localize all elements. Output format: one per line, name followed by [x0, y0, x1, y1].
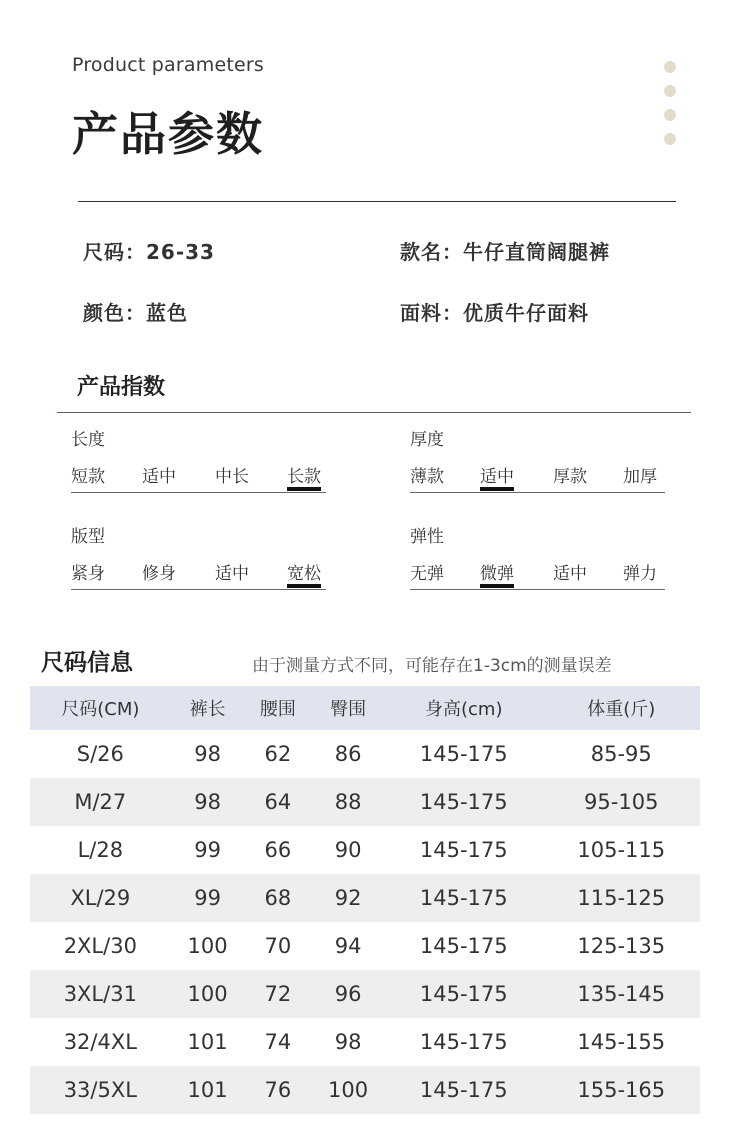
- table-cell: 135-145: [543, 970, 701, 1018]
- table-cell: S/26: [76, 742, 124, 766]
- table-row: [30, 826, 700, 874]
- table-cell: 66: [264, 838, 292, 862]
- table-cell: 145-175: [419, 742, 508, 766]
- table-cell: 145-175: [419, 934, 508, 958]
- table-row: [30, 874, 700, 922]
- index-option: 修身: [142, 564, 176, 584]
- table-cell: 99: [171, 874, 245, 922]
- index-options: [410, 559, 665, 590]
- index-group-title: 版型: [71, 527, 105, 547]
- index-option-selected: 适中: [480, 462, 514, 487]
- index-group-title: 厚度: [410, 430, 444, 450]
- param-label: 款名：: [400, 240, 463, 264]
- column-header: 臀围: [311, 686, 385, 730]
- column-header: 腰围: [245, 686, 312, 730]
- table-cell: 155-165: [543, 1066, 701, 1114]
- decorative-dots: [664, 61, 678, 157]
- param-fabric: [400, 297, 589, 326]
- param-label: 尺码：: [83, 240, 146, 264]
- table-cell: 70: [264, 934, 292, 958]
- index-option: 弹力: [623, 564, 657, 584]
- table-cell: 92: [311, 874, 385, 922]
- page-title: 产品参数: [72, 107, 264, 161]
- table-cell: 98: [334, 1030, 362, 1054]
- index-option-selected: 微弹: [480, 559, 514, 584]
- table-cell: 101: [187, 1030, 228, 1054]
- index-option-selected: 宽松: [287, 559, 321, 584]
- table-cell: 101: [171, 1066, 245, 1114]
- table-cell: 74: [264, 1030, 292, 1054]
- measurement-note: 由于测量方式不同，可能存在1-3cm的测量误差: [252, 656, 612, 676]
- table-cell: 145-175: [419, 1030, 508, 1054]
- index-options: [71, 462, 326, 493]
- index-group-elasticity: [410, 522, 665, 590]
- table-cell: 72: [245, 970, 312, 1018]
- table-cell: M/27: [30, 778, 171, 826]
- column-header: 身高(cm): [385, 686, 542, 730]
- table-cell: 90: [334, 838, 362, 862]
- index-option: 适中: [215, 564, 249, 584]
- index-options: [410, 462, 665, 493]
- table-cell: 32/4XL: [63, 1030, 137, 1054]
- index-option-selected: 长款: [287, 462, 321, 487]
- dot-icon: [664, 109, 676, 121]
- param-label: 面料：: [400, 301, 463, 325]
- column-header: 裤长: [171, 686, 245, 730]
- table-cell: 100: [187, 934, 228, 958]
- column-header: 体重(斤): [543, 686, 701, 730]
- param-value: 蓝色: [146, 301, 188, 325]
- table-row: [30, 778, 700, 826]
- param-label: 颜色：: [83, 301, 146, 325]
- header-divider: [78, 201, 676, 202]
- table-cell: 76: [245, 1066, 312, 1114]
- size-table: [30, 686, 700, 1114]
- table-cell: 99: [194, 838, 221, 862]
- table-cell: 95-105: [543, 778, 701, 826]
- index-option: 加厚: [623, 467, 657, 487]
- index-option: 紧身: [71, 564, 105, 584]
- table-cell: 105-115: [577, 838, 666, 862]
- index-group-thickness: [410, 425, 665, 493]
- param-size: [83, 236, 215, 265]
- param-value: 26-33: [146, 240, 215, 264]
- column-header: 尺码(CM): [30, 686, 171, 730]
- table-cell: 98: [171, 778, 245, 826]
- table-cell: 2XL/30: [63, 934, 137, 958]
- table-cell: 33/5XL: [30, 1066, 171, 1114]
- index-option: 短款: [71, 467, 105, 487]
- size-info-title: 尺码信息: [41, 650, 133, 676]
- index-divider: [57, 412, 691, 413]
- table-cell: 85-95: [590, 742, 652, 766]
- page-subtitle: Product parameters: [72, 54, 264, 76]
- table-row: [30, 970, 700, 1018]
- index-group-title: 长度: [71, 430, 105, 450]
- table-row: [30, 1066, 700, 1114]
- param-value: 牛仔直筒阔腿裤: [463, 240, 610, 264]
- table-cell: 3XL/31: [30, 970, 171, 1018]
- index-option: 中长: [215, 467, 249, 487]
- index-option: 适中: [142, 467, 176, 487]
- table-cell: L/28: [77, 838, 124, 862]
- index-group-fit: [71, 522, 326, 590]
- table-header-row: [30, 686, 700, 730]
- table-cell: 145-155: [577, 1030, 666, 1054]
- table-cell: 125-135: [577, 934, 666, 958]
- dot-icon: [664, 61, 676, 73]
- dot-icon: [664, 133, 676, 145]
- table-cell: 145-175: [385, 1066, 542, 1114]
- product-index-title: 产品指数: [77, 375, 166, 400]
- table-cell: 64: [245, 778, 312, 826]
- table-cell: XL/29: [30, 874, 171, 922]
- table-cell: 96: [311, 970, 385, 1018]
- table-row: [30, 922, 700, 970]
- table-cell: 145-175: [385, 778, 542, 826]
- index-options: [71, 559, 326, 590]
- index-option: 薄款: [410, 467, 444, 487]
- dot-icon: [664, 85, 676, 97]
- table-cell: 100: [311, 1066, 385, 1114]
- table-cell: 98: [194, 742, 221, 766]
- index-group-title: 弹性: [410, 527, 444, 547]
- table-cell: 94: [334, 934, 362, 958]
- table-cell: 86: [334, 742, 362, 766]
- table-cell: 88: [311, 778, 385, 826]
- param-value: 优质牛仔面料: [463, 301, 589, 325]
- index-option: 厚款: [553, 467, 587, 487]
- table-cell: 115-125: [543, 874, 701, 922]
- index-group-length: [71, 425, 326, 493]
- table-cell: 100: [171, 970, 245, 1018]
- index-option: 适中: [553, 564, 587, 584]
- table-row: [30, 730, 700, 778]
- table-cell: 62: [264, 742, 292, 766]
- table-row: [30, 1018, 700, 1066]
- index-option: 无弹: [410, 564, 444, 584]
- table-cell: 145-175: [385, 874, 542, 922]
- param-color: [83, 297, 188, 326]
- table-cell: 68: [245, 874, 312, 922]
- table-cell: 145-175: [385, 970, 542, 1018]
- param-style-name: [400, 236, 610, 265]
- table-cell: 145-175: [419, 838, 508, 862]
